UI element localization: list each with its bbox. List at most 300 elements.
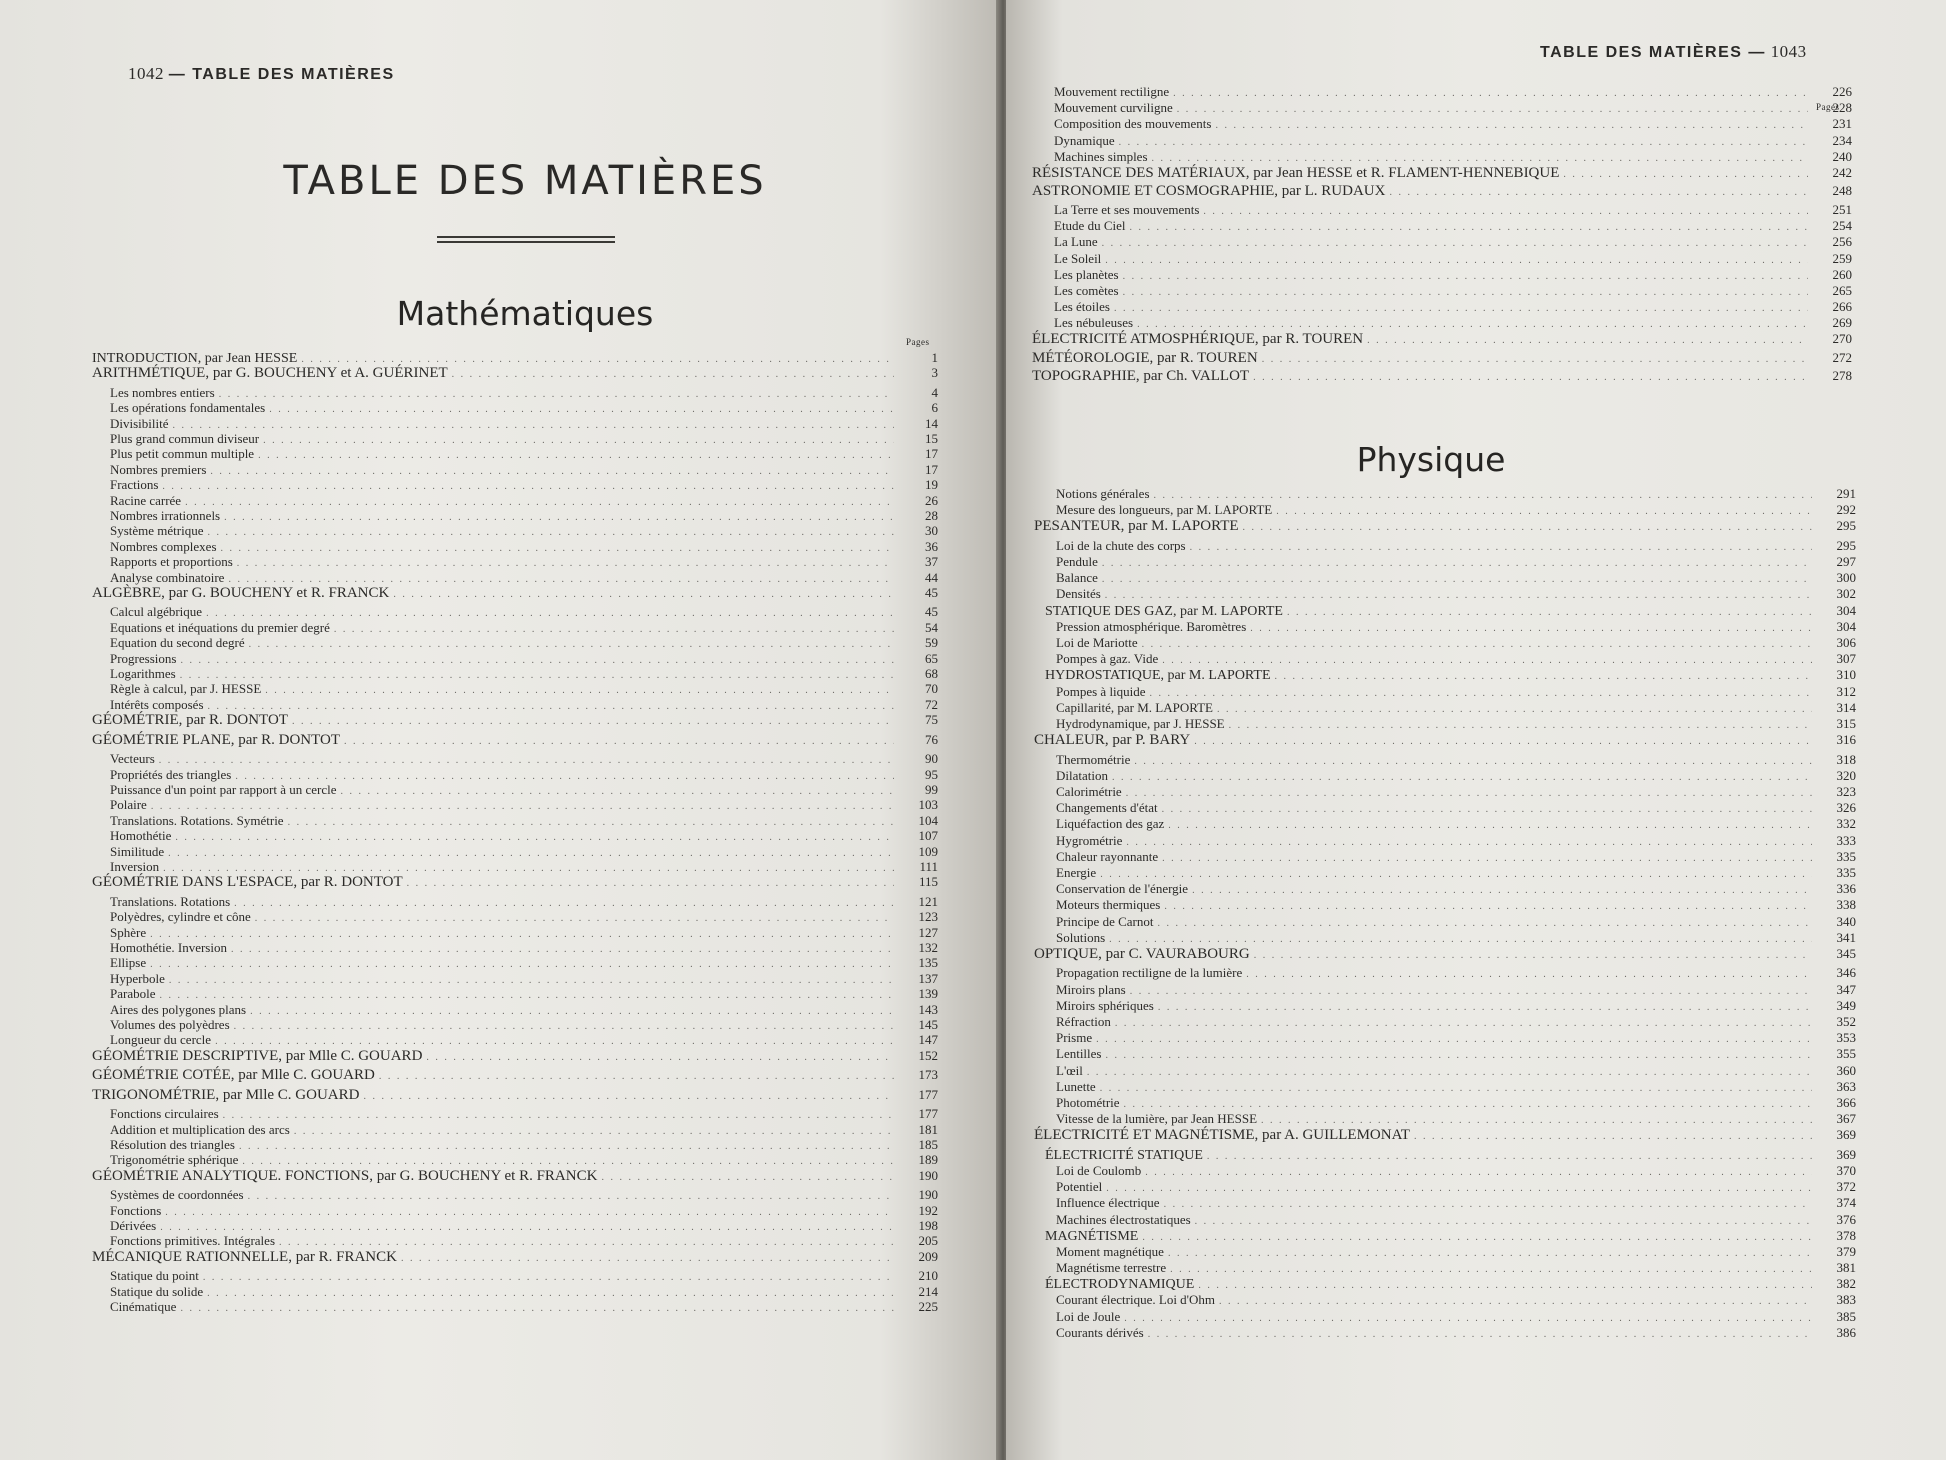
toc-entry	[92, 508, 938, 523]
toc-entry	[1034, 1179, 1856, 1195]
toc-leader-dots	[407, 878, 894, 889]
toc-leader-dots	[1145, 1167, 1812, 1178]
toc-entry-page: 353	[1836, 1030, 1856, 1046]
toc-leader-dots	[1190, 542, 1812, 553]
toc-entry-title: Statique du solide	[110, 1283, 204, 1299]
toc-entry-title: OPTIQUE, par C. VAURABOURG	[1034, 945, 1250, 962]
toc-entry-page: 295	[1836, 518, 1856, 534]
toc-entry	[92, 400, 938, 415]
toc-entry-title: Principe de Carnot	[1056, 913, 1154, 929]
toc-entry-page: 198	[918, 1218, 938, 1234]
toc-entry-title: Plus petit commun multiple	[110, 446, 255, 462]
toc-entry-page: 270	[1832, 331, 1852, 347]
toc-entry-title: Solutions	[1056, 929, 1106, 945]
toc-entry	[1032, 218, 1852, 234]
toc-entry-page: 107	[918, 828, 938, 844]
toc-entry-title: Energie	[1056, 864, 1097, 880]
toc-leader-dots	[1207, 1151, 1812, 1162]
toc-entry-title: TRIGONOMÉTRIE, par Mlle C. GOUARD	[92, 1086, 360, 1103]
toc-leader-dots	[292, 716, 894, 727]
toc-entry-title: Prisme	[1056, 1030, 1093, 1046]
toc-entry-title: Densités	[1056, 586, 1101, 602]
toc-leader-dots	[1134, 756, 1812, 767]
toc-entry-page: 145	[918, 1016, 938, 1032]
toc-entry-title: Composition des mouvements	[1054, 116, 1212, 132]
toc-entry	[92, 1233, 938, 1248]
toc-entry	[1034, 635, 1856, 651]
toc-leader-dots	[234, 1021, 894, 1032]
toc-entry-title: Pompes à liquide	[1056, 683, 1146, 699]
toc-leader-dots	[1389, 187, 1808, 198]
toc-leader-dots	[159, 755, 894, 766]
toc-entry-title: RÉSISTANCE DES MATÉRIAUX, par Jean HESSE et R. FLAMENT-HENNEBIQUE	[1032, 164, 1560, 181]
toc-entry-title: Calorimétrie	[1056, 784, 1122, 799]
right-running-title: TABLE DES MATIÈRES —	[1540, 44, 1766, 61]
toc-entry-page: 385	[1836, 1308, 1856, 1324]
toc-entry	[92, 620, 938, 635]
toc-entry	[1034, 700, 1856, 716]
toc-entry	[1034, 1276, 1856, 1292]
toc-entry-page: 59	[925, 635, 938, 651]
toc-entry-title: Les nombres entiers	[110, 384, 215, 400]
toc-entry	[1034, 1309, 1856, 1325]
toc-entry-title: Similitude	[110, 843, 165, 859]
toc-entry-title: ÉLECTRICITÉ ATMOSPHÉRIQUE, par R. TOUREN	[1032, 331, 1364, 348]
toc-entry	[92, 523, 938, 538]
toc-entry-title: Lentilles	[1056, 1046, 1102, 1062]
toc-entry-title: Nombres complexes	[110, 538, 217, 554]
toc-entry	[1034, 1111, 1856, 1127]
toc-entry-page: 147	[918, 1032, 938, 1048]
toc-entry	[1034, 1195, 1856, 1211]
toc-entry-page: 17	[925, 446, 938, 462]
toc-leader-dots	[180, 670, 894, 681]
left-toc-list	[92, 350, 938, 1315]
toc-leader-dots	[379, 1071, 894, 1082]
toc-entry-title: Résolution des triangles	[110, 1137, 235, 1153]
toc-entry	[92, 1067, 938, 1087]
toc-entry-page: 214	[918, 1283, 938, 1299]
toc-entry-title: PESANTEUR, par M. LAPORTE	[1034, 518, 1239, 535]
toc-entry	[92, 971, 938, 986]
toc-entry-title: MÉCANIQUE RATIONNELLE, par R. FRANCK	[92, 1248, 397, 1265]
toc-entry-title: Hydrodynamique, par J. HESSE	[1056, 715, 1225, 731]
toc-entry	[1034, 716, 1856, 732]
toc-leader-dots	[223, 1110, 894, 1121]
toc-entry-title: Mesure des longueurs, par M. LAPORTE	[1056, 502, 1273, 518]
toc-entry	[1034, 651, 1856, 667]
toc-entry	[92, 1203, 938, 1218]
toc-entry-title: Inversion	[110, 858, 160, 874]
toc-entry-title: Miroirs sphériques	[1056, 997, 1154, 1013]
toc-entry-title: Aires des polygones plans	[110, 1001, 247, 1017]
toc-entry-page: 314	[1836, 699, 1856, 715]
toc-entry-title: Logarithmes	[110, 666, 176, 682]
toc-entry-page: 28	[925, 508, 938, 524]
toc-entry-page: 345	[1836, 945, 1856, 961]
toc-entry-page: 231	[1832, 116, 1852, 132]
toc-leader-dots	[1414, 1131, 1812, 1142]
toc-entry	[1034, 1014, 1856, 1030]
toc-entry	[92, 986, 938, 1001]
toc-entry	[1034, 1260, 1856, 1276]
toc-entry-page: 132	[918, 940, 938, 955]
toc-entry-title: Mouvement rectiligne	[1054, 84, 1170, 99]
toc-entry	[1032, 234, 1852, 250]
toc-entry-page: 111	[919, 858, 938, 874]
toc-entry-title: Vitesse de la lumière, par Jean HESSE	[1056, 1111, 1258, 1127]
toc-entry	[1034, 998, 1856, 1014]
toc-leader-dots	[1215, 120, 1808, 131]
toc-entry-title: Intérêts composés	[110, 696, 204, 712]
toc-leader-dots	[163, 863, 894, 874]
toc-entry	[1034, 768, 1856, 784]
toc-entry	[1032, 100, 1852, 116]
toc-leader-dots	[1170, 1264, 1812, 1275]
toc-entry-title: GÉOMÉTRIE DESCRIPTIVE, par Mlle C. GOUARD	[92, 1047, 423, 1064]
toc-entry	[1032, 299, 1852, 315]
toc-leader-dots	[228, 574, 894, 585]
toc-leader-dots	[1367, 335, 1808, 346]
toc-entry-page: 347	[1836, 981, 1856, 997]
right-pages-label: Pages	[1816, 102, 1840, 112]
toc-leader-dots	[1112, 772, 1812, 783]
toc-entry-page: 209	[918, 1248, 938, 1264]
toc-entry-page: 225	[918, 1299, 938, 1315]
toc-leader-dots	[150, 929, 894, 940]
toc-entry-page: 26	[925, 492, 938, 508]
toc-entry-title: Polyèdres, cylindre et cône	[110, 909, 251, 925]
toc-entry-title: ARITHMÉTIQUE, par G. BOUCHENY et A. GUÉRINET	[92, 365, 448, 382]
toc-entry	[92, 554, 938, 569]
toc-entry	[1032, 368, 1852, 387]
toc-entry-title: Balance	[1056, 570, 1098, 586]
toc-entry	[1032, 116, 1852, 132]
toc-leader-dots	[1177, 104, 1808, 115]
toc-leader-dots	[1219, 1296, 1812, 1307]
toc-entry	[92, 751, 938, 766]
toc-entry	[1034, 784, 1856, 800]
toc-leader-dots	[1168, 1248, 1812, 1259]
toc-entry-page: 360	[1836, 1062, 1856, 1078]
toc-entry-title: Homothétie	[110, 828, 172, 844]
toc-leader-dots	[159, 990, 894, 1001]
toc-entry-title: Trigonométrie sphérique	[110, 1152, 239, 1168]
toc-entry	[1032, 133, 1852, 149]
toc-entry-title: Dynamique	[1054, 132, 1115, 148]
toc-entry	[1034, 897, 1856, 913]
toc-leader-dots	[1168, 820, 1812, 831]
toc-entry	[1034, 1244, 1856, 1260]
toc-entry	[92, 925, 938, 940]
toc-entry	[92, 859, 938, 874]
toc-entry-title: Systèmes de coordonnées	[110, 1187, 244, 1203]
toc-entry	[92, 493, 938, 508]
toc-leader-dots	[221, 543, 894, 554]
toc-entry	[1034, 518, 1856, 538]
toc-entry-title: Les opérations fondamentales	[110, 400, 266, 416]
toc-entry-title: Capillarité, par M. LAPORTE	[1056, 699, 1213, 715]
toc-entry-title: ASTRONOMIE ET COSMOGRAPHIE, par L. RUDAUX	[1032, 183, 1386, 200]
left-page-number: 1042	[128, 64, 164, 83]
toc-entry	[1034, 538, 1856, 554]
toc-entry	[1034, 667, 1856, 683]
toc-entry-page: 45	[925, 604, 938, 620]
toc-leader-dots	[426, 1052, 894, 1063]
toc-leader-dots	[1137, 319, 1808, 330]
toc-entry-page: 109	[918, 843, 938, 859]
toc-leader-dots	[224, 512, 894, 523]
toc-entry-page: 190	[918, 1187, 938, 1203]
toc-leader-dots	[1164, 901, 1812, 912]
toc-entry	[92, 797, 938, 812]
toc-entry-title: Machines électrostatiques	[1056, 1211, 1191, 1227]
toc-entry-page: 68	[925, 666, 938, 682]
toc-leader-dots	[1142, 639, 1812, 650]
toc-leader-dots	[239, 1141, 894, 1152]
toc-leader-dots	[1142, 1232, 1812, 1243]
toc-entry	[1032, 350, 1852, 369]
toc-entry-page: 278	[1832, 368, 1852, 384]
left-pages-label: Pages	[906, 337, 930, 347]
toc-entry	[92, 1137, 938, 1152]
toc-entry	[92, 1284, 938, 1299]
toc-entry-page: 14	[925, 415, 938, 431]
toc-entry-title: Hygrométrie	[1056, 832, 1123, 848]
toc-entry-page: 338	[1836, 897, 1856, 913]
toc-entry-title: Polaire	[110, 797, 147, 813]
toc-leader-dots	[265, 685, 894, 696]
toc-leader-dots	[1106, 1183, 1812, 1194]
toc-entry-page: 242	[1832, 164, 1852, 180]
toc-entry-title: Translations. Rotations	[110, 893, 231, 909]
toc-entry	[92, 1122, 938, 1137]
toc-entry	[1034, 816, 1856, 832]
toc-entry	[92, 1218, 938, 1233]
toc-entry-page: 181	[918, 1121, 938, 1137]
toc-entry-page: 121	[918, 893, 938, 909]
toc-entry-title: Les étoiles	[1054, 299, 1110, 315]
toc-entry-page: 341	[1836, 929, 1856, 945]
toc-entry-title: La Lune	[1054, 234, 1098, 250]
toc-entry-title: Le Soleil	[1054, 250, 1102, 266]
toc-entry-page: 1	[931, 350, 938, 365]
toc-entry	[1032, 267, 1852, 283]
toc-leader-dots	[258, 450, 894, 461]
toc-entry-page: 205	[918, 1233, 938, 1249]
toc-entry	[92, 1106, 938, 1121]
toc-entry-page: 4	[931, 384, 938, 400]
toc-entry-title: Longueur du cercle	[110, 1032, 212, 1048]
toc-entry-page: 326	[1836, 800, 1856, 816]
toc-entry-title: Fonctions	[110, 1202, 162, 1218]
toc-leader-dots	[1102, 558, 1812, 569]
toc-leader-dots	[269, 404, 894, 415]
toc-entry	[1032, 149, 1852, 165]
toc-entry-title: INTRODUCTION, par Jean HESSE	[92, 351, 298, 366]
toc-entry-page: 173	[918, 1067, 938, 1083]
main-title: TABLE DES MATIÈRES	[283, 158, 767, 204]
toc-entry-page: 383	[1836, 1292, 1856, 1308]
toc-entry-page: 37	[925, 554, 938, 570]
toc-entry-title: Rapports et proportions	[110, 554, 233, 570]
toc-entry-page: 318	[1836, 751, 1856, 767]
toc-entry	[92, 651, 938, 666]
toc-leader-dots	[1173, 88, 1808, 99]
toc-leader-dots	[1114, 303, 1808, 314]
toc-entry	[92, 681, 938, 696]
toc-leader-dots	[208, 527, 894, 538]
toc-leader-dots	[1194, 736, 1812, 747]
toc-leader-dots	[294, 1126, 894, 1137]
toc-entry-title: HYDROSTATIQUE, par M. LAPORTE	[1045, 668, 1271, 684]
toc-entry-title: Loi de Joule	[1056, 1308, 1121, 1324]
toc-leader-dots	[235, 771, 894, 782]
toc-leader-dots	[1130, 222, 1809, 233]
toc-entry-page: 226	[1832, 84, 1852, 99]
toc-leader-dots	[1276, 506, 1812, 517]
toc-entry-title: GÉOMÉTRIE DANS L'ESPACE, par R. DONTOT	[92, 874, 403, 891]
toc-leader-dots	[1109, 934, 1812, 945]
toc-leader-dots	[341, 786, 894, 797]
toc-entry-title: Cinématique	[110, 1299, 177, 1315]
toc-entry-title: Loi de la chute des corps	[1056, 537, 1186, 553]
toc-entry-title: Conservation de l'énergie	[1056, 881, 1189, 897]
toc-entry-title: Homothétie. Inversion	[110, 940, 227, 955]
toc-leader-dots	[1124, 1099, 1812, 1110]
toc-leader-dots	[173, 420, 895, 431]
toc-entry-page: 139	[918, 986, 938, 1002]
toc-entry-title: Propagation rectiligne de la lumière	[1056, 965, 1243, 981]
toc-leader-dots	[301, 354, 894, 365]
toc-entry	[92, 635, 938, 650]
toc-entry-page: 381	[1836, 1260, 1856, 1276]
toc-leader-dots	[1126, 788, 1812, 799]
toc-entry-page: 95	[925, 766, 938, 782]
toc-entry-title: Miroirs plans	[1056, 981, 1126, 997]
toc-entry-title: Propriétés des triangles	[110, 766, 232, 782]
toc-entry-title: Les comètes	[1054, 282, 1119, 298]
toc-leader-dots	[185, 497, 894, 508]
toc-entry	[1034, 1030, 1856, 1046]
toc-entry	[92, 955, 938, 970]
toc-entry-title: Lunette	[1056, 1078, 1096, 1094]
toc-entry-page: 19	[925, 477, 938, 493]
toc-entry	[1034, 800, 1856, 816]
toc-entry-page: 315	[1836, 715, 1856, 731]
toc-entry-page: 292	[1836, 502, 1856, 518]
toc-leader-dots	[248, 1191, 894, 1202]
toc-entry-page: 185	[918, 1137, 938, 1153]
toc-entry-page: 36	[925, 538, 938, 554]
toc-leader-dots	[263, 435, 894, 446]
toc-entry-page: 336	[1836, 881, 1856, 897]
toc-leader-dots	[1126, 837, 1812, 848]
toc-leader-dots	[242, 1156, 894, 1167]
toc-entry	[92, 782, 938, 797]
toc-entry	[1034, 833, 1856, 849]
toc-entry-title: GÉOMÉTRIE COTÉE, par Mlle C. GOUARD	[92, 1067, 375, 1084]
toc-entry-page: 76	[925, 731, 938, 747]
toc-leader-dots	[1102, 574, 1812, 585]
toc-entry-title: Courants dérivés	[1056, 1324, 1144, 1340]
toc-entry-title: STATIQUE DES GAZ, par M. LAPORTE	[1045, 603, 1283, 619]
toc-entry-title: Puissance d'un point par rapport à un cercle	[110, 781, 337, 797]
toc-entry-title: Ellipse	[110, 955, 147, 971]
toc-entry	[92, 570, 938, 585]
toc-entry	[1034, 849, 1856, 865]
toc-leader-dots	[1217, 704, 1812, 715]
toc-entry-title: Hyperbole	[110, 970, 165, 986]
toc-leader-dots	[1164, 1199, 1812, 1210]
toc-entry	[92, 446, 938, 461]
toc-entry-title: Addition et multiplication des arcs	[110, 1121, 290, 1137]
toc-leader-dots	[288, 817, 894, 828]
toc-leader-dots	[1106, 1050, 1813, 1061]
title-rule	[437, 236, 615, 243]
toc-entry-title: Parabole	[110, 986, 156, 1002]
left-running-title: — TABLE DES MATIÈRES	[168, 66, 395, 83]
toc-entry	[1034, 1127, 1856, 1147]
toc-entry-title: Statique du point	[110, 1268, 199, 1284]
toc-entry-title: Plus grand commun diviseur	[110, 431, 260, 447]
toc-leader-dots	[151, 801, 894, 812]
toc-entry	[92, 431, 938, 446]
toc-entry-title: Magnétisme terrestre	[1056, 1260, 1167, 1276]
toc-entry-title: Divisibilité	[110, 415, 169, 431]
toc-entry-page: 127	[918, 924, 938, 940]
toc-entry-page: 300	[1836, 570, 1856, 586]
left-running-head	[128, 64, 395, 84]
toc-entry	[1034, 619, 1856, 635]
toc-entry-page: 256	[1832, 234, 1852, 250]
toc-leader-dots	[1162, 853, 1812, 864]
toc-entry	[92, 416, 938, 431]
toc-entry-title: CHALEUR, par P. BARY	[1034, 732, 1191, 749]
toc-entry-page: 3	[931, 365, 938, 381]
toc-entry	[92, 767, 938, 782]
toc-entry	[92, 828, 938, 843]
toc-entry	[92, 1187, 938, 1202]
toc-leader-dots	[1087, 1067, 1812, 1078]
toc-leader-dots	[255, 913, 894, 924]
toc-entry-page: 228	[1832, 100, 1852, 116]
toc-entry-page: 234	[1832, 132, 1852, 148]
toc-entry	[1034, 554, 1856, 570]
toc-leader-dots	[1150, 688, 1812, 699]
toc-entry-title: Equation du second degré	[110, 635, 245, 651]
toc-entry-page: 75	[925, 712, 938, 728]
right-running-head	[1540, 42, 1807, 62]
toc-leader-dots	[279, 1237, 894, 1248]
toc-entry-title: Equations et inéquations du premier degré	[110, 619, 330, 635]
toc-entry	[1034, 1325, 1856, 1341]
toc-leader-dots	[1157, 918, 1812, 929]
toc-entry-title: Nombres premiers	[110, 461, 207, 477]
toc-entry-page: 366	[1836, 1094, 1856, 1110]
toc-entry-page: 30	[925, 523, 938, 539]
toc-entry-page: 265	[1832, 282, 1852, 298]
toc-entry	[92, 940, 938, 955]
toc-entry-page: 312	[1836, 683, 1856, 699]
toc-entry-page: 370	[1836, 1162, 1856, 1178]
toc-leader-dots	[1192, 885, 1812, 896]
toc-entry	[1034, 1079, 1856, 1095]
toc-entry	[1032, 283, 1852, 299]
toc-leader-dots	[401, 1253, 894, 1264]
toc-entry	[92, 1152, 938, 1167]
toc-entry-title: Les planètes	[1054, 266, 1119, 282]
